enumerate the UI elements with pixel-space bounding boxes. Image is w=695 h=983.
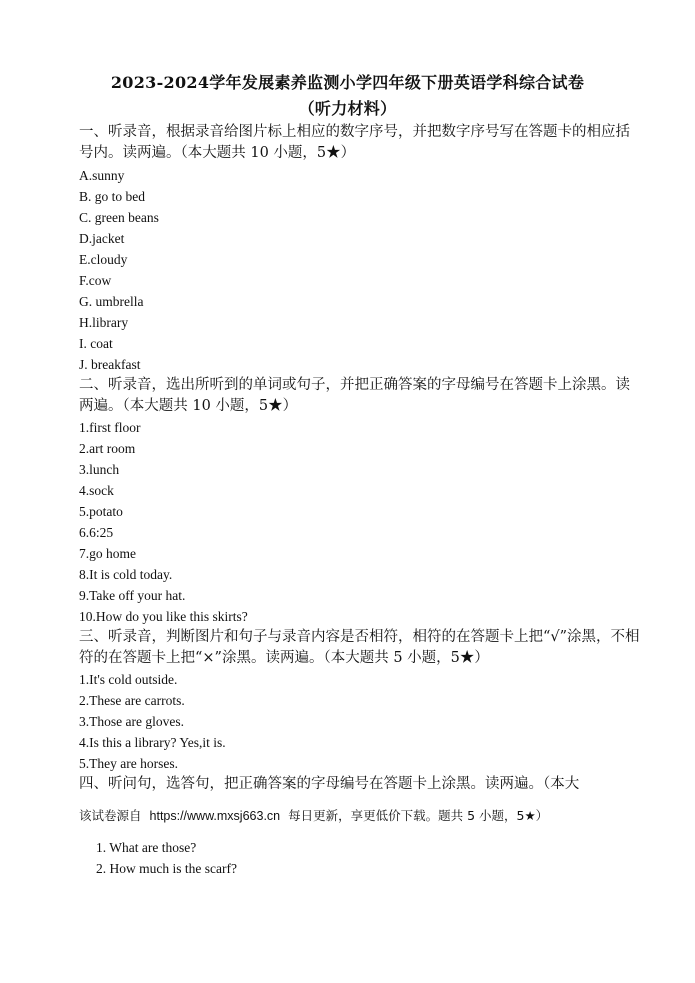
list-item: 7.go home — [79, 546, 136, 561]
list-item: G. umbrella — [79, 294, 144, 309]
list-item: 10.How do you like this skirts? — [79, 609, 248, 624]
section2-heading: 二、听录音，选出所听到的单词或句子，并把正确答案的字母编号在答题卡上涂黑。读两遍。（本大题共 10 小题，5★） — [79, 377, 630, 414]
list-item: 4.Is this a library? Yes,it is. — [79, 735, 226, 750]
list-item: E.cloudy — [79, 252, 128, 267]
list-item: 5.They are horses. — [79, 756, 178, 771]
page-subtitle: （听力材料） — [298, 99, 397, 118]
section4-heading: 四、听问句，选答句，把正确答案的字母编号在答题卡上涂黑。读两遍。（本大 — [79, 776, 580, 792]
list-item: 2.art room — [79, 441, 136, 456]
page-title: 2023-2024学年发展素养监测小学四年级下册英语学科综合试卷 — [110, 73, 585, 92]
section1-heading: 一、听录音，根据录音给图片标上相应的数字序号，并把数字序号写在答题卡的相应括号内。读两遍。（本大题共 10 小题，5★） — [79, 124, 630, 161]
list-item: 5.potato — [79, 504, 123, 519]
section3-heading: 三、听录音，判断图片和句子与录音内容是否相符，相符的在答题卡上把“√”涂黑，不相符的在答题卡上把“×”涂黑。读两遍。（本大题共 5 小题，5★） — [79, 629, 640, 666]
list-item: H.library — [79, 315, 129, 330]
list-item: 1.first floor — [79, 420, 141, 435]
list-item: J. breakfast — [79, 357, 141, 372]
list-item: C. green beans — [79, 210, 159, 225]
list-item: 2. How much is the scarf? — [96, 861, 237, 876]
list-item: 1.It's cold outside. — [79, 672, 178, 687]
footer-source-note: 每日更新，享更低价下载。题共 5 小题，5★） — [288, 808, 549, 823]
source-url-link[interactable]: https://www.mxsj663.cn — [149, 809, 281, 823]
list-item: 3.lunch — [79, 462, 120, 477]
footer-source-label: 该试卷源自 — [79, 808, 142, 823]
list-item: B. go to bed — [79, 189, 145, 204]
list-item: 4.sock — [79, 483, 114, 498]
list-item: F.cow — [79, 273, 112, 288]
list-item: 1. What are those? — [96, 840, 197, 855]
list-item: 8.It is cold today. — [79, 567, 173, 582]
list-item: 3.Those are gloves. — [79, 714, 184, 729]
list-item: A.sunny — [79, 168, 125, 183]
list-item: 6.6:25 — [79, 525, 114, 540]
list-item: 9.Take off your hat. — [79, 588, 186, 603]
source-footer-line — [79, 806, 548, 826]
list-item: I. coat — [79, 336, 113, 351]
list-item: D.jacket — [79, 231, 125, 246]
list-item: 2.These are carrots. — [79, 693, 185, 708]
